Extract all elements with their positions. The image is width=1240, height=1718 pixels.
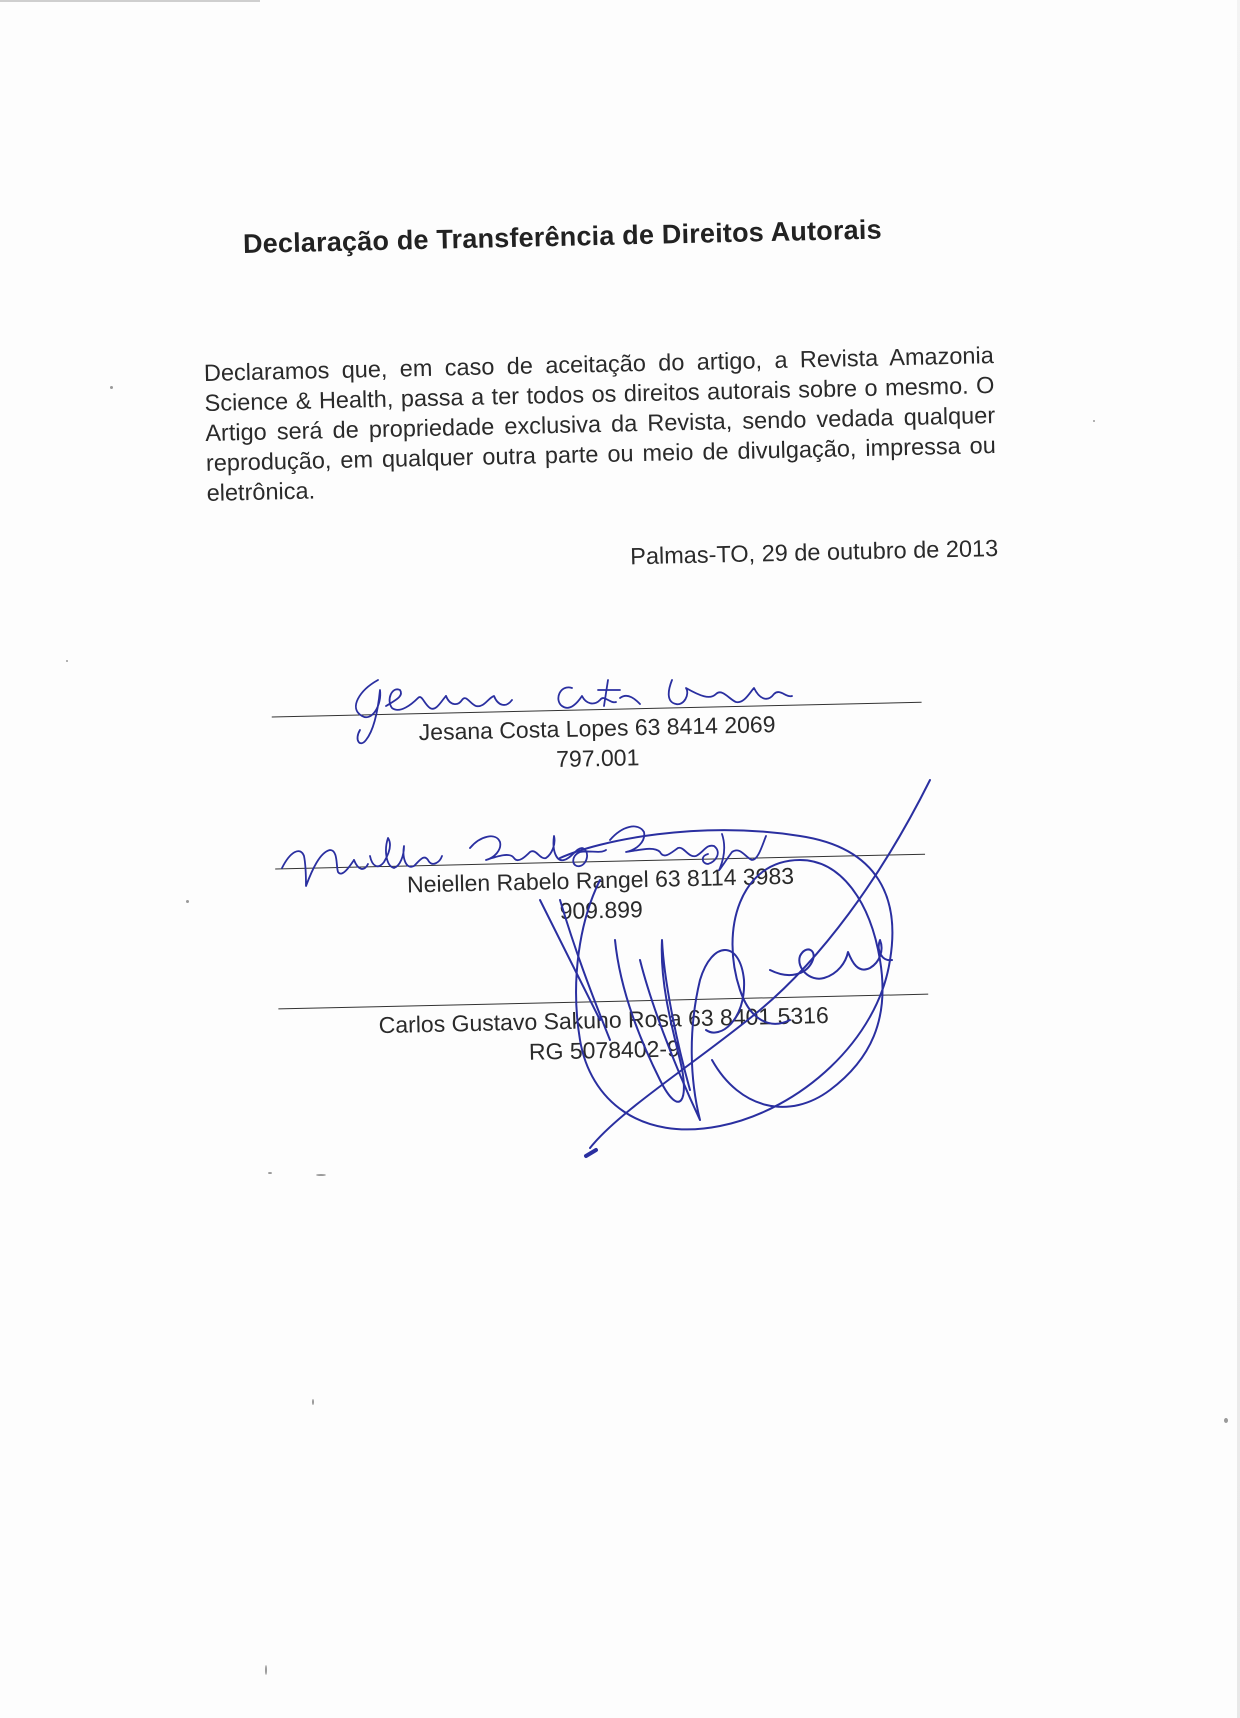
scan-speck xyxy=(316,1174,326,1176)
scan-speck xyxy=(268,1172,272,1174)
signatory-id: 909.899 xyxy=(559,896,644,925)
signatory-id: RG 5078402-9 xyxy=(528,1035,681,1065)
scan-speck xyxy=(1224,1418,1228,1423)
signatory-name: Neiellen Rabelo Rangel 63 8114 3983 xyxy=(406,862,795,898)
signatory-name: Jesana Costa Lopes 63 8414 2069 xyxy=(418,711,776,746)
scan-speck xyxy=(66,660,68,662)
scan-speck xyxy=(265,1665,267,1675)
scan-speck xyxy=(1093,420,1095,422)
declaration-paragraph: Declaramos que, em caso de aceitação do artigo, a Revista Amazonia Science & Health, passa a ter todos os direitos autorais sobre o mesmo. O Artigo será de propriedade exclusiva da Revista, sendo vedada qualquer reprodução, em qualquer outra parte ou meio de divulgação, impressa ou eletrônica. xyxy=(203,342,997,506)
scan-speck xyxy=(312,1399,314,1405)
signature-block xyxy=(272,702,922,773)
scan-edge xyxy=(0,0,260,2)
signature-3 xyxy=(540,780,930,1156)
signature-block xyxy=(278,994,928,1065)
signature-block xyxy=(275,854,925,925)
document-content xyxy=(200,182,1000,1065)
place-and-date: Palmas-TO, 29 de outubro de 2013 xyxy=(629,534,999,570)
signatory-id: 797.001 xyxy=(555,744,640,773)
scan-speck xyxy=(110,386,113,389)
scan-speck xyxy=(186,900,189,903)
signatory-name: Carlos Gustavo Sakuno Rosa 63 8401 5316 xyxy=(378,1001,829,1039)
document-title: Declaração de Transferência de Direitos Autorais xyxy=(242,214,883,260)
